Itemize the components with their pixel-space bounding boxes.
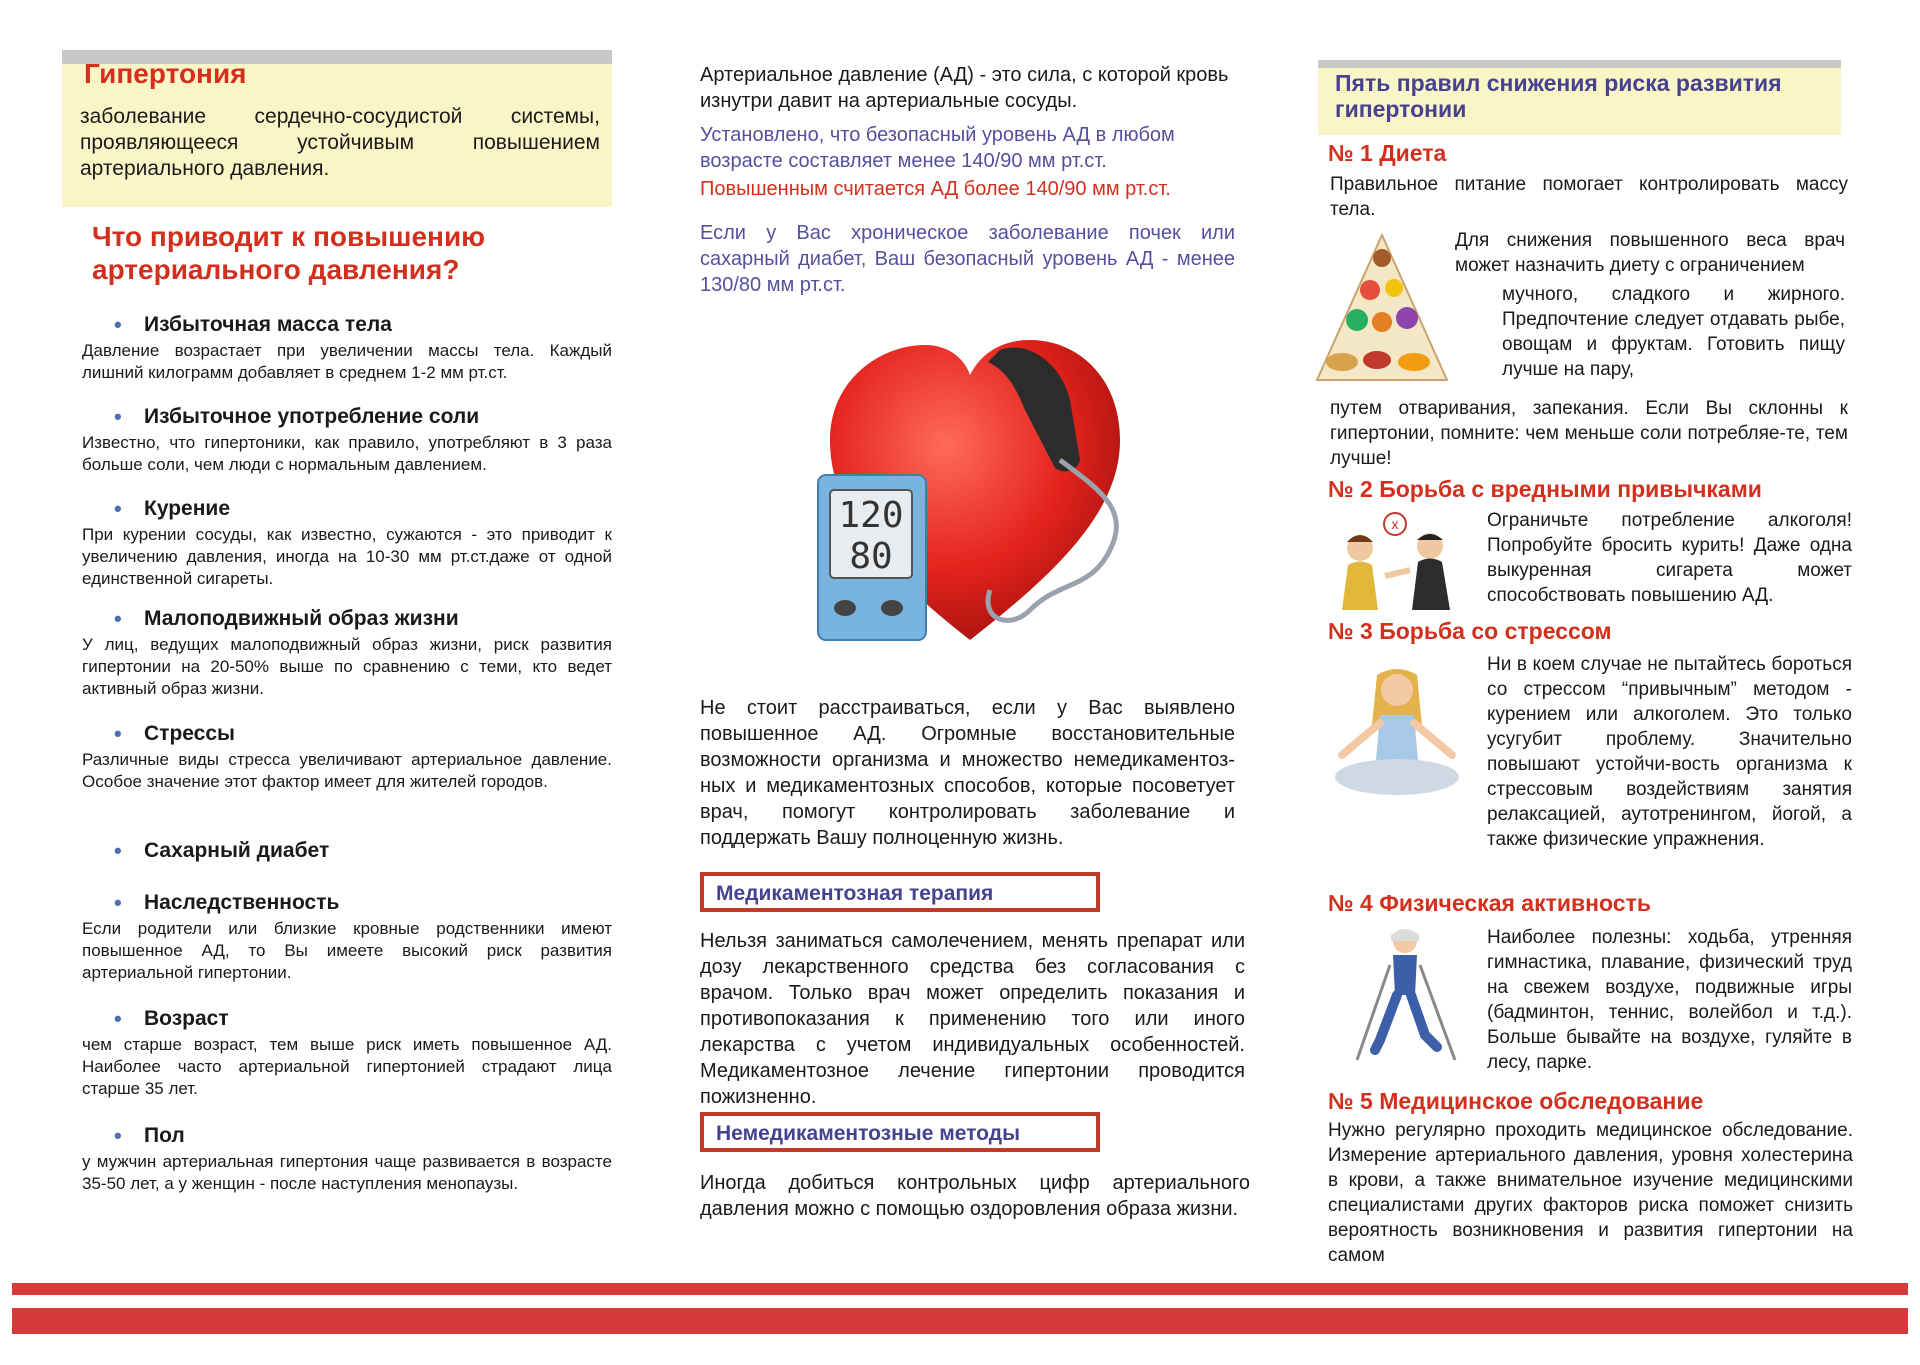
rule-1-text-b: Для снижения повышенного веса врач может назначить диету с ограничением	[1455, 230, 1845, 276]
factor-heading: Избыточная масса тела	[144, 313, 392, 336]
monitor-diastolic: 80	[849, 536, 893, 577]
safe-level-text: Установлено, что безопасный уровень АД в любом возрасте составляет менее 140/90 мм рт.ст.	[700, 124, 1175, 172]
heart-icon	[810, 340, 1140, 650]
factor-heading: Избыточное употребление соли	[144, 405, 480, 428]
kidney-diabetes-text: Если у Вас хроническое заболевание почек или сахарный диабет, Ваш безопасный уровень АД - менее 130/80 мм рт.ст.	[700, 222, 1235, 296]
factor-heading: Наследственность	[144, 891, 340, 914]
footer-stripe	[12, 1308, 1908, 1334]
factor-heading: Стрессы	[144, 722, 235, 745]
factor-heading: Курение	[144, 497, 230, 520]
bullet-icon: •	[114, 838, 122, 863]
encouragement-text: Не стоит расстраиваться, если у Вас выявлено повышенное АД. Огромные восстановительные возможности организма и множество немедикаментоз-ных и медикаментозных способов, которые посоветует врач, помогут контролировать заболевание и поддержать Вашу полноценную жизнь.	[700, 697, 1235, 849]
bullet-icon: •	[114, 721, 122, 746]
medication-heading: Медикаментозная терапия	[700, 872, 1100, 912]
factor-weight	[82, 312, 612, 384]
nordic-walker-icon	[1345, 925, 1465, 1065]
factor-heading: Сахарный диабет	[144, 839, 330, 862]
rule-2-text: Ограничьте потребление алкоголя! Попробуйте бросить курить! Даже одна выкуренная сигарета может способствовать повышению АД.	[1487, 510, 1852, 606]
bullet-icon: •	[114, 1123, 122, 1148]
rules-heading: Пять правил снижения риска развития гипертонии	[1335, 70, 1782, 122]
non-drug-text: Иногда добиться контрольных цифр артериального давления можно с помощью оздоровления образа жизни.	[700, 1172, 1250, 1220]
rule-1-heading: № 1 Диета	[1328, 140, 1447, 166]
bullet-icon: •	[114, 404, 122, 429]
footer-stripe	[12, 1283, 1908, 1295]
factor-age	[82, 1006, 612, 1100]
factor-heredity	[82, 890, 612, 984]
food-pyramid-icon	[1312, 230, 1452, 390]
bullet-icon: •	[114, 312, 122, 337]
rule-3-heading: № 3 Борьба со стрессом	[1328, 618, 1612, 644]
svg-text:x: x	[1391, 518, 1399, 533]
rule-1-text-a: Правильное питание помогает контролировать массу тела.	[1330, 174, 1848, 220]
factor-heading: Малоподвижный образ жизни	[144, 607, 459, 630]
definition-text: заболевание сердечно-сосудистой системы, проявляющееся устойчивым повышением артериального давления.	[80, 105, 600, 180]
monitor-systolic: 120	[838, 495, 904, 536]
factor-text: Известно, что гипертоники, как правило, употребляют в 3 раза больше соли, чем люди с нормальным давлением.	[82, 433, 612, 474]
rule-4-text: Наиболее полезны: ходьба, утренняя гимнастика, плавание, физический труд на свежем воздухе, подвижные игры (бадминтон, теннис, волейбол и т.д.). Больше бывайте на воздухе, гуляйте в лесу, парке.	[1487, 927, 1852, 1073]
rule-2-heading: № 2 Борьба с вредными привычками	[1328, 476, 1762, 502]
factor-text: У лиц, ведущих малоподвижный образ жизни, риск развития гипертонии на 20-50% выше по сравнению с теми, кто ведет активный образ жизни.	[82, 635, 612, 698]
bullet-icon: •	[114, 1006, 122, 1031]
factor-sedentary	[82, 606, 612, 700]
medication-text: Нельзя заниматься самолечением, менять препарат или дозу лекарственного средства без согласования с врачом. Только врач может определить показания и противопоказания к применению того или иного лекарства с учетом индивидуальных особенностей. Медикаментозное лечение гипертонии проводится пожизненно.	[700, 930, 1245, 1108]
factor-diabetes	[82, 838, 612, 864]
factor-text: Различные виды стресса увеличивают артериальное давление. Особое значение этот фактор имеет для жителей городов.	[82, 750, 612, 791]
rule-3-text: Ни в коем случае не пытайтесь бороться со стрессом “привычным” методом - курением или алкоголем. Это только усугубит проблему. Значительно повышают устойчи-вость организма к стрессовым воздействиям занятия релаксацией, аутотренингом, йогой, а также физические упражнения.	[1487, 654, 1852, 850]
bullet-icon: •	[114, 890, 122, 915]
yoga-woman-icon	[1322, 665, 1472, 805]
factor-stress	[82, 721, 612, 793]
bp-definition: Артериальное давление (АД) - это сила, с которой кровь изнутри давит на артериальные сосуды.	[700, 64, 1229, 112]
rule-5-heading: № 5 Медицинское обследование	[1328, 1088, 1704, 1114]
refusing-cigarette-icon	[1330, 510, 1470, 615]
factor-salt	[82, 404, 612, 476]
factor-sex	[82, 1123, 612, 1195]
heart-monitor-illustration	[810, 340, 1140, 650]
rule-4-heading: № 4 Физическая активность	[1328, 890, 1651, 916]
factor-text: Давление возрастает при увеличении массы тела. Каждый лишний килограмм добавляет в среднем 1-2 мм рт.ст.	[82, 341, 612, 382]
factor-text: чем старше возраст, тем выше риск иметь повышенное АД. Наиболее часто артериальной гипертонией страдают лица старше 35 лет.	[82, 1035, 612, 1098]
non-drug-heading: Немедикаментозные методы	[700, 1112, 1100, 1152]
main-title: Гипертония	[84, 58, 247, 89]
rule-1-text-c: мучного, сладкого и жирного. Предпочтение следует отдавать рыбе, овощам и фруктам. Готовить пищу лучше на пару,	[1502, 284, 1845, 380]
factor-heading: Пол	[144, 1124, 185, 1147]
factor-text: у мужчин артериальная гипертония чаще развивается в возрасте 35-50 лет, а у женщин - после наступления менопаузы.	[82, 1152, 612, 1193]
rule-1-text-d: путем отваривания, запекания. Если Вы склонны к гипертонии, помните: чем меньше соли потребляе-те, тем лучше!	[1330, 398, 1848, 469]
causes-heading: Что приводит к повышению артериального давления?	[92, 221, 486, 285]
bullet-icon: •	[114, 496, 122, 521]
rule-5-text: Нужно регулярно проходить медицинское обследование. Измерение артериального давления, уровня холестерина в крови, а также внимательное изучение медицинскими специалистами других факторов риска поможет снизить вероятность возникновения и развития гипертонии на самом	[1328, 1120, 1853, 1266]
bullet-icon: •	[114, 606, 122, 631]
factor-text: Если родители или близкие кровные родственники имеют повышенное АД, то Вы имеете высокий риск развития артериальной гипертонии.	[82, 919, 612, 982]
factor-smoking	[82, 496, 612, 590]
factor-text: При курении сосуды, как известно, сужаются - это приводит к увеличению давления, иногда на 10-30 мм рт.ст.даже от одной единственной сигареты.	[82, 525, 612, 588]
high-level-text: Повышенным считается АД более 140/90 мм рт.ст.	[700, 178, 1171, 200]
factor-heading: Возраст	[144, 1007, 229, 1030]
